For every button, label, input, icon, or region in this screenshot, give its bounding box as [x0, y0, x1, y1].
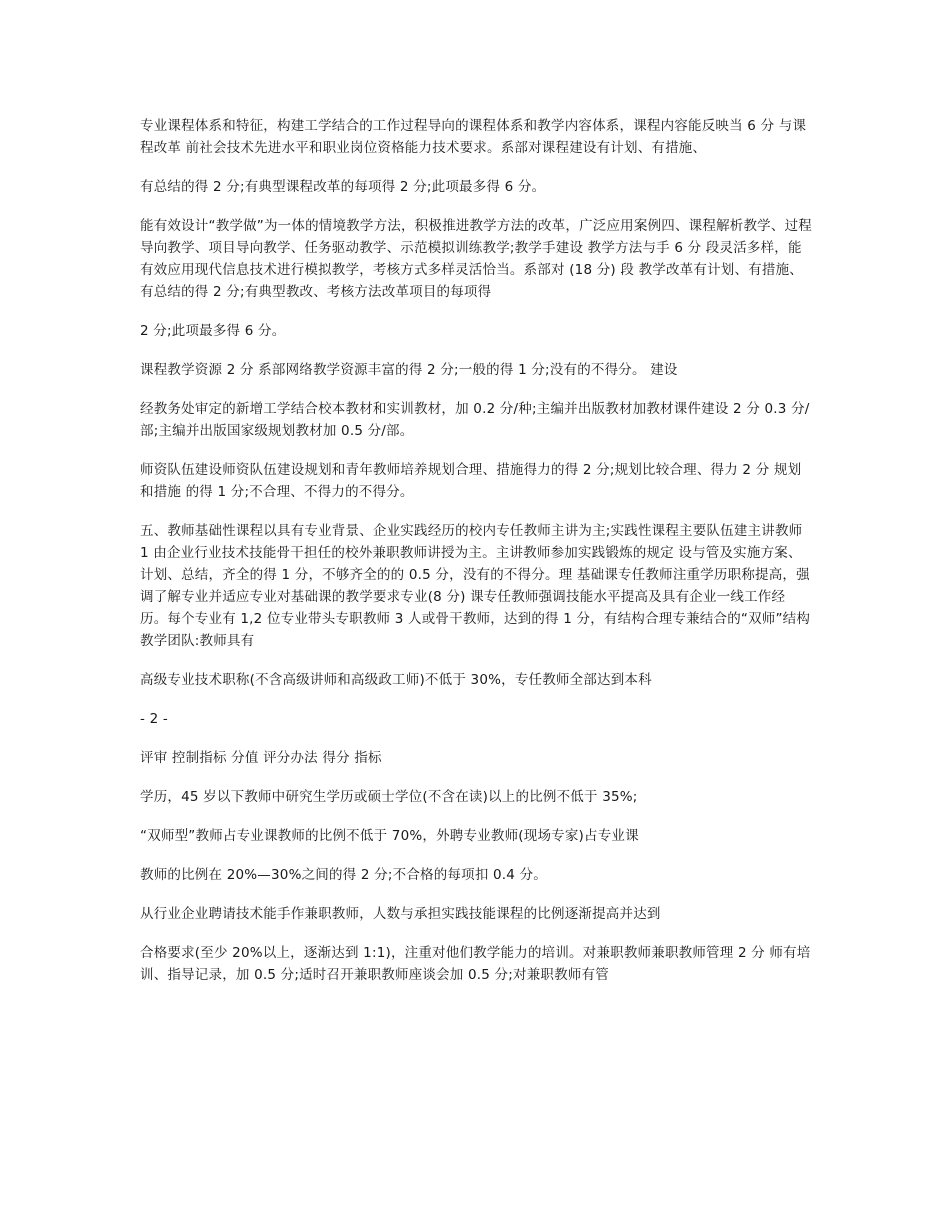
- document-page: [140, 115, 812, 1003]
- paragraph-dual-teacher: “双师型”教师占专业课教师的比例不低于 70%，外聘专业教师(现场专家)占专业课: [140, 828, 639, 844]
- paragraph-dual-teacher-score: 教师的比例在 20%—30%之间的得 2 分;不合格的每项扣 0.4 分。: [140, 867, 547, 883]
- page-number: - 2 -: [140, 711, 168, 727]
- paragraph-textbook-construction: 经教务处审定的新增工学结合校本教材和实训教材，加 0.2 分/种;主编并出版教材加教材课件建设 2 分 0.3 分/部;主编并出版国家级规划教材加 0.5 分/部。: [140, 401, 810, 439]
- paragraph-faculty-title: 高级专业技术职称(不含高级讲师和高级政工师)不低于 30%，专任教师全部达到本科: [140, 672, 652, 688]
- paragraph-teaching-resources: 课程教学资源 2 分 系部网络教学资源丰富的得 2 分;一般的得 1 分;没有的不得分。 建设: [140, 362, 678, 378]
- paragraph-faculty-degree: 学历，45 岁以下教师中研究生学历或硕士学位(不含在读)以上的比例不低于 35%;: [140, 789, 638, 805]
- table-header-row: 评审 控制指标 分值 评分办法 得分 指标: [140, 750, 382, 766]
- paragraph-part-time-hiring: 从行业企业聘请技术能手作兼职教师，人数与承担实践技能课程的比例逐渐提高并达到: [140, 906, 661, 922]
- paragraph-part-time-management: 合格要求(至少 20%以上，逐渐达到 1:1)，注重对他们教学能力的培训。对兼职教师兼职教师管理 2 分 师有培训、指导记录，加 0.5 分;适时召开兼职教师座谈会加 0.5 分;对兼职教师有管: [140, 945, 811, 983]
- paragraph-teaching-method: 能有效设计“教学做”为一体的情境教学方法，积极推进教学方法的改革，广泛应用案例四、课程解析教学、过程导向教学、项目导向教学、任务驱动教学、示范模拟训练教学;教学手建设 教学方法与手 6 分 段灵活多样，能有效应用现代信息技术进行模拟教学，考核方式多样灵活恰当。系部对 (18 分) 段 教学改革有计划、有措施、有总结的得 2 分;有典型教改、考核方法改革项目的每项得: [140, 218, 812, 300]
- paragraph-faculty-structure: 五、教师基础性课程以具有专业背景、企业实践经历的校内专任教师主讲为主;实践性课程主要队伍建主讲教师 1 由企业行业技术技能骨干担任的校外兼职教师讲授为主。主讲教师参加实践锻炼的规定 设与管及实施方案、计划、总结，齐全的得 1 分，不够齐全的的 0.5 分，没有的不得分。理 基础课专任教师注重学历职称提高，强调了解专业并适应专业对基础课的教学要求专业(8 分) 课专任教师强调技能水平提高及具有企业一线工作经历。每个专业有 1,2 位专业带头专职教师 3 人或骨干教师，达到的得 1 分，有结构合理专兼结合的“双师”结构教学团队:教师具有: [140, 523, 811, 649]
- paragraph-teaching-method-score: 2 分;此项最多得 6 分。: [140, 323, 286, 339]
- paragraph-curriculum-score: 有总结的得 2 分;有典型课程改革的每项得 2 分;此项最多得 6 分。: [140, 179, 546, 195]
- paragraph-curriculum-system: 专业课程体系和特征，构建工学结合的工作过程导向的课程体系和教学内容体系，课程内容能反映当 6 分 与课程改革 前社会技术先进水平和职业岗位资格能力技术要求。系部对课程建设有计划、有措施、: [140, 118, 807, 156]
- paragraph-faculty-planning: 师资队伍建设师资队伍建设规划和青年教师培养规划合理、措施得力的得 2 分;规划比较合理、得力 2 分 规划和措施 的得 1 分;不合理、不得力的不得分。: [140, 462, 802, 500]
